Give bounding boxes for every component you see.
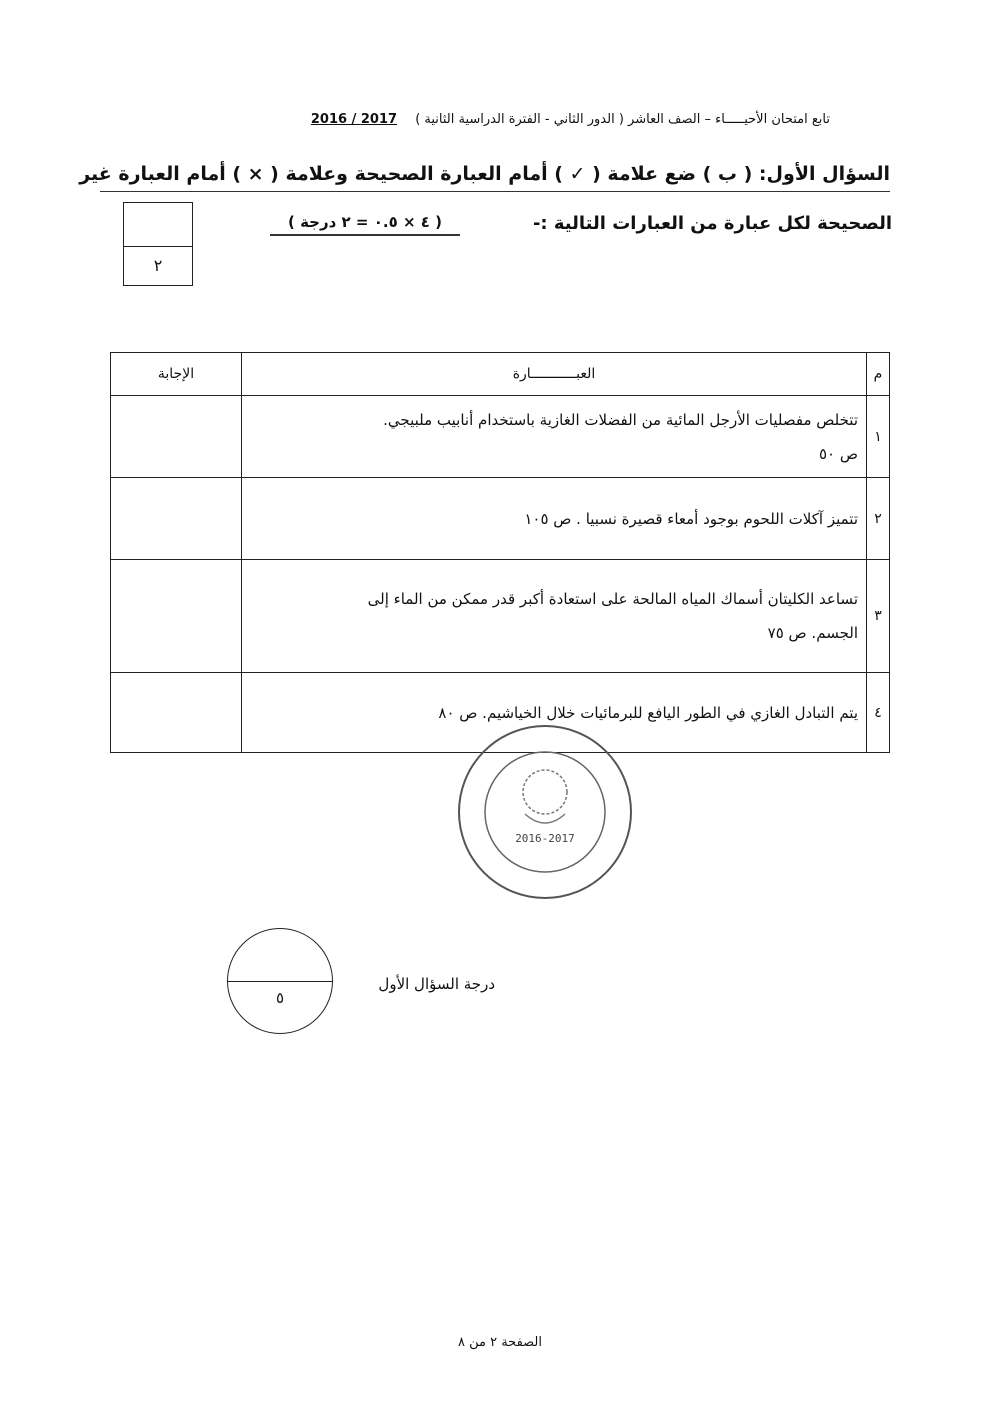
- row-answer-cell[interactable]: [111, 560, 242, 673]
- header-statement: العبـــــــــــارة: [242, 353, 867, 396]
- grade-circle-divider: [228, 981, 332, 982]
- row-statement: [242, 478, 867, 560]
- score-box-value: ٢: [153, 256, 163, 275]
- question-instruction-line2: الصحيحة لكل عبارة من العبارات التالية :-: [532, 213, 892, 234]
- question-grade-expression: ( ٤ × ٠.٥ = ٢ درجة ): [270, 213, 460, 236]
- exam-title: تابع امتحان الأحيـــــاء – الصف العاشر ( الدور الثاني - الفترة الدراسية الثانية ): [415, 112, 830, 127]
- header-num: م: [867, 353, 890, 396]
- row-num: ٤: [867, 673, 890, 753]
- row-statement-line2: الجسم. ص ٧٥: [767, 624, 858, 642]
- grade-label: درجة السؤال الأول: [378, 975, 495, 993]
- row-answer-cell[interactable]: [111, 673, 242, 753]
- table-header-row: [111, 353, 890, 396]
- row-num: ٣: [867, 560, 890, 673]
- row-answer-cell[interactable]: [111, 478, 242, 560]
- table-row: [111, 560, 890, 673]
- question-instruction-line1: السؤال الأول: ( ب ) ضع علامة ( ✓ ) أمام العبارة الصحيحة وعلامة ( × ) أمام العبارة غير: [100, 163, 890, 192]
- header-answer: الإجابة: [111, 353, 242, 396]
- row-num: ٢: [867, 478, 890, 560]
- table-row: [111, 478, 890, 560]
- row-statement: [242, 560, 867, 673]
- row-answer-cell[interactable]: [111, 396, 242, 478]
- grade-value: ٥: [275, 989, 285, 1007]
- exam-year: 2017 / 2016: [310, 112, 398, 127]
- row-statement: [242, 396, 867, 478]
- stamp-year: 2016-2017: [515, 832, 575, 845]
- score-box: [123, 202, 193, 286]
- statements-table: [110, 352, 890, 753]
- grade-circle: [227, 928, 333, 1034]
- row-statement-line1: يتم التبادل الغازي في الطور اليافع للبرمائيات خلال الخياشيم. ص ٨٠: [438, 703, 858, 722]
- exam-header: [180, 112, 830, 127]
- row-statement-line1: تتخلص مفصليات الأرجل المائية من الفضلات الغازية باستخدام أنابيب ملبيجي.: [383, 410, 858, 429]
- official-stamp: [455, 722, 635, 902]
- row-statement-line1: تساعد الكليتان أسماك المياه المالحة على استعادة أكبر قدر ممكن من الماء إلى: [367, 590, 858, 608]
- score-box-empty-cell: [124, 203, 192, 247]
- page-number: الصفحة ٢ من ٨: [457, 1335, 542, 1350]
- row-statement-line2: ص ٥٠: [818, 444, 858, 463]
- table-row: [111, 396, 890, 478]
- row-num: ١: [867, 396, 890, 478]
- row-statement-line1: تتميز آكلات اللحوم بوجود أمعاء قصيرة نسبيا . ص ١٠٥: [524, 509, 858, 528]
